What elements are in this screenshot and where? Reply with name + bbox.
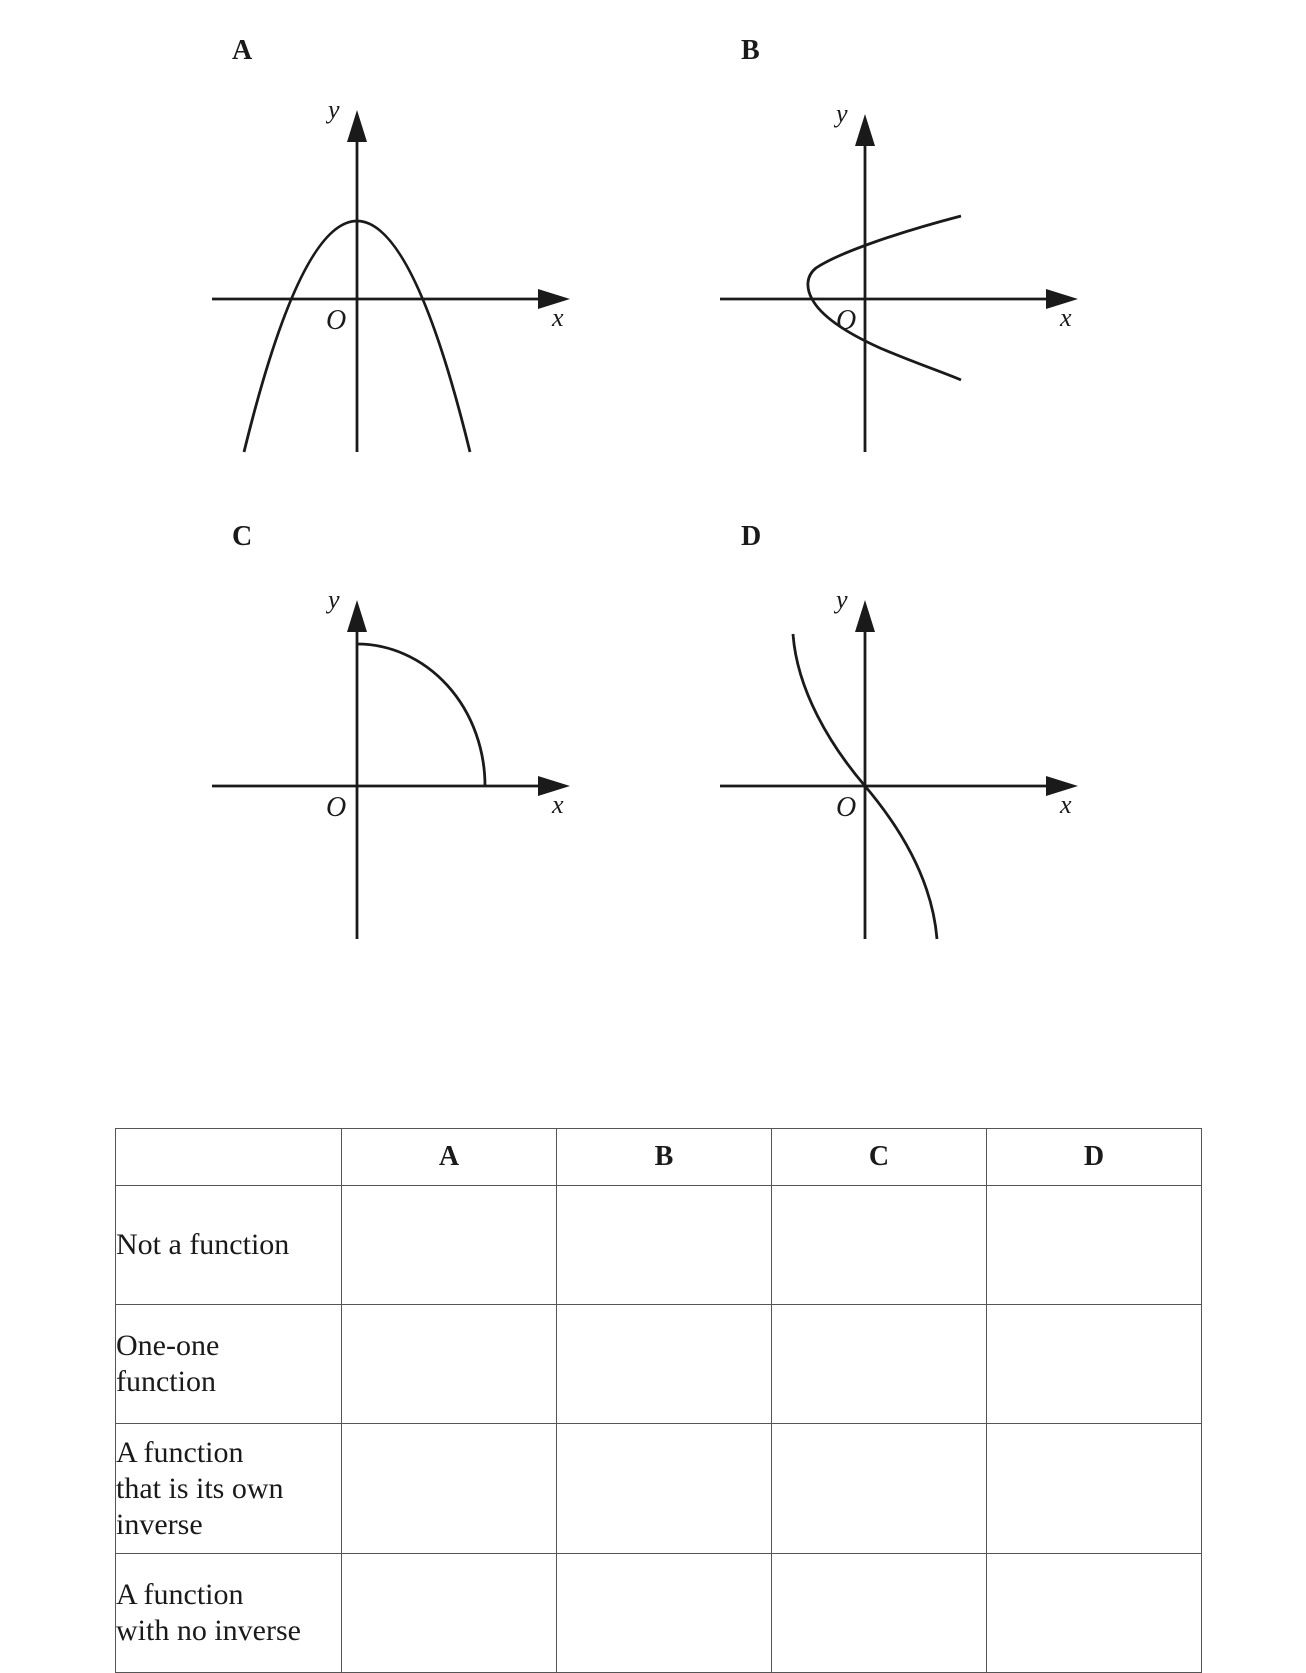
row-label-own-inverse: A function that is its own inverse <box>116 1424 342 1554</box>
header-c: C <box>772 1129 987 1186</box>
answer-cell-one-one-a[interactable] <box>342 1305 557 1424</box>
graph-a-origin-label: O <box>326 305 347 336</box>
answer-cell-not-a-function-b[interactable] <box>557 1186 772 1305</box>
answer-table <box>115 1128 1202 1673</box>
answer-cell-one-one-d[interactable] <box>987 1305 1202 1424</box>
graph-c-label: C <box>232 521 253 552</box>
table-row <box>116 1554 1202 1673</box>
answer-cell-own-inverse-a[interactable] <box>342 1424 557 1554</box>
graph-c-y-label: y <box>328 585 340 614</box>
header-a: A <box>342 1129 557 1186</box>
graph-b-y-arrow <box>855 114 875 146</box>
graph-c <box>212 521 570 939</box>
graph-b-origin-label: O <box>836 305 857 336</box>
graph-a-label: A <box>232 35 253 66</box>
graph-d-label: D <box>741 521 762 552</box>
row-label-no-inverse: A function with no inverse <box>116 1554 342 1673</box>
graph-d-x-label: x <box>1060 790 1072 819</box>
answer-cell-own-inverse-b[interactable] <box>557 1424 772 1554</box>
answer-cell-not-a-function-a[interactable] <box>342 1186 557 1305</box>
answer-cell-no-inverse-c[interactable] <box>772 1554 987 1673</box>
graph-b <box>720 35 1078 452</box>
graph-b-y-label: y <box>836 99 848 128</box>
header-row <box>116 1129 1202 1186</box>
table-row <box>116 1186 1202 1305</box>
row-label-not-a-function: Not a function <box>116 1186 342 1305</box>
answer-cell-no-inverse-a[interactable] <box>342 1554 557 1673</box>
graph-b-x-label: x <box>1060 303 1072 332</box>
answer-cell-one-one-c[interactable] <box>772 1305 987 1424</box>
graph-a-x-label: x <box>552 303 564 332</box>
graph-a <box>212 35 570 452</box>
graph-d-origin-label: O <box>836 792 857 823</box>
header-b: B <box>557 1129 772 1186</box>
graph-b-label: B <box>741 35 760 66</box>
row-label-one-one-function: One-one function <box>116 1305 342 1424</box>
table-row <box>116 1305 1202 1424</box>
header-d: D <box>987 1129 1202 1186</box>
answer-cell-not-a-function-d[interactable] <box>987 1186 1202 1305</box>
graph-d-y-arrow <box>855 600 875 632</box>
answer-cell-no-inverse-b[interactable] <box>557 1554 772 1673</box>
header-blank <box>116 1129 342 1186</box>
graph-c-curve <box>357 644 485 786</box>
graph-c-y-arrow <box>347 600 367 632</box>
answer-cell-not-a-function-c[interactable] <box>772 1186 987 1305</box>
answer-cell-no-inverse-d[interactable] <box>987 1554 1202 1673</box>
graph-d <box>720 521 1078 939</box>
answer-cell-one-one-b[interactable] <box>557 1305 772 1424</box>
graph-d-y-label: y <box>836 585 848 614</box>
graph-c-x-label: x <box>552 790 564 819</box>
table-row <box>116 1424 1202 1554</box>
graph-c-origin-label: O <box>326 792 347 823</box>
graph-a-y-arrow <box>347 110 367 142</box>
answer-cell-own-inverse-c[interactable] <box>772 1424 987 1554</box>
graph-a-y-label: y <box>328 95 340 124</box>
answer-cell-own-inverse-d[interactable] <box>987 1424 1202 1554</box>
